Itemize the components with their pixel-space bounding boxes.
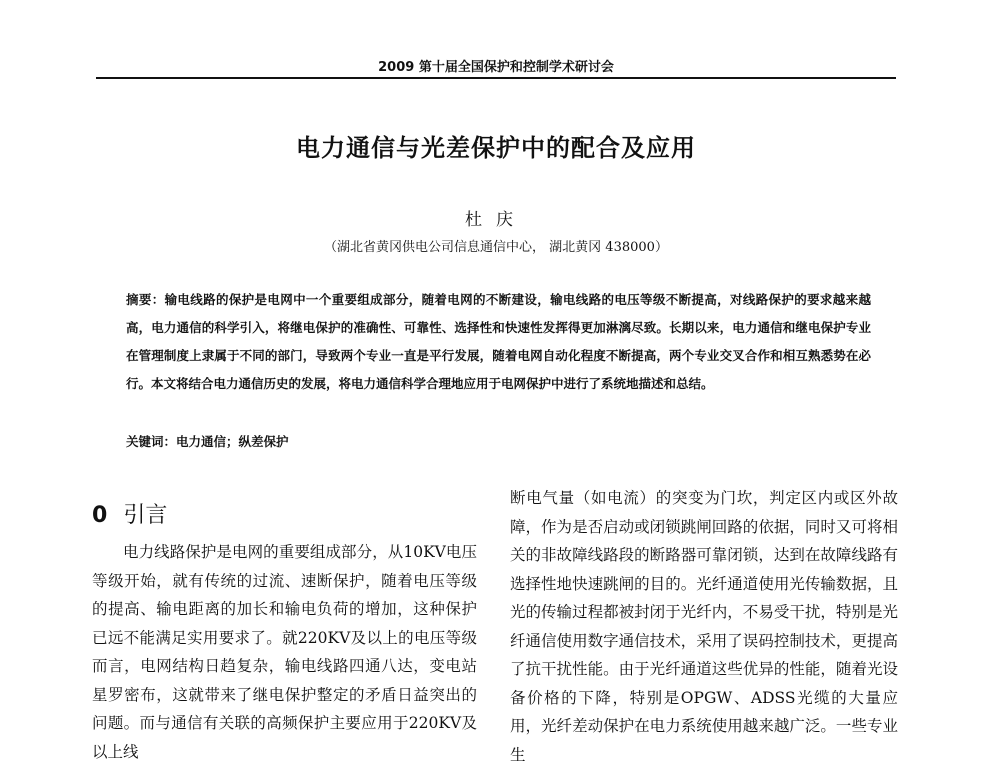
abstract-text: 输电线路的保护是电网中一个重要组成部分，随着电网的不断建设，输电线路的电压等级不断提高，对线路保护的要求越来越高，电力通信的科学引入，将继电保护的准确性、可靠性、选择性和快速性发挥得更加淋漓尽致。长期以来，电力通信和继电保护专业在管理制度上隶属于不同的部门，导致两个专业一直是平行发展，随着电网自动化程度不断提高，两个专业交叉合作和相互熟悉势在必行。本文将结合电力通信历史的发展，将电力通信科学合理地应用于电网保护中进行了系统地描述和总结。 <box>126 292 871 391</box>
section-heading <box>92 498 167 529</box>
author-affiliation: （湖北省黄冈供电公司信息通信中心， 湖北黄冈 438000） <box>324 240 668 255</box>
body-paragraph-continued: 断电气量（如电流）的突变为门坎，判定区内或区外故障，作为是否启动或闭锁跳闸回路的依据，同时又可将相关的非故障线路段的断路器可靠闭锁，达到在故障线路有选择性地快速跳闸的目的。光纤通道使用光传输数据，且光的传输过程都被封闭于光纤内，不易受干扰，特别是光纤通信使用数字通信技术，采用了误码控制技术，更提高了抗干扰性能。由于光纤通道这些优异的性能，随着光设备价格的下降，特别是OPGW、ADSS光缆的大量应用，光纤差动保护在电力系统使用越来越广泛。一些专业生 <box>510 489 898 764</box>
running-header: 2009 第十届全国保护和控制学术研讨会 <box>378 60 614 75</box>
body-left-column <box>92 538 477 766</box>
section-title: 引言 <box>123 503 168 528</box>
paper-title: 电力通信与光差保护中的配合及应用 <box>296 134 696 162</box>
body-paragraph: 电力线路保护是电网的重要组成部分，从10KV电压等级开始，就有传统的过流、速断保护，随着电压等级的提高、输电距离的加长和输电负荷的增加，这种保护已远不能满足实用要求了。就220KV及以上的电压等级而言，电网结构日趋复杂，输电线路四通八达，变电站星罗密布，这就带来了继电保护整定的矛盾日益突出的问题。而与通信有关联的高频保护主要应用于220KV及以上线 <box>92 543 477 761</box>
body-right-column <box>510 484 898 769</box>
abstract-label: 摘要： <box>126 292 165 307</box>
abstract <box>126 286 871 398</box>
keywords <box>126 432 871 450</box>
keywords-text: 电力通信；纵差保护 <box>176 434 289 449</box>
keywords-label: 关键词： <box>126 434 177 449</box>
author-name: 杜庆 <box>465 210 527 230</box>
section-number: 0 <box>92 503 108 528</box>
header-rule <box>96 77 896 79</box>
